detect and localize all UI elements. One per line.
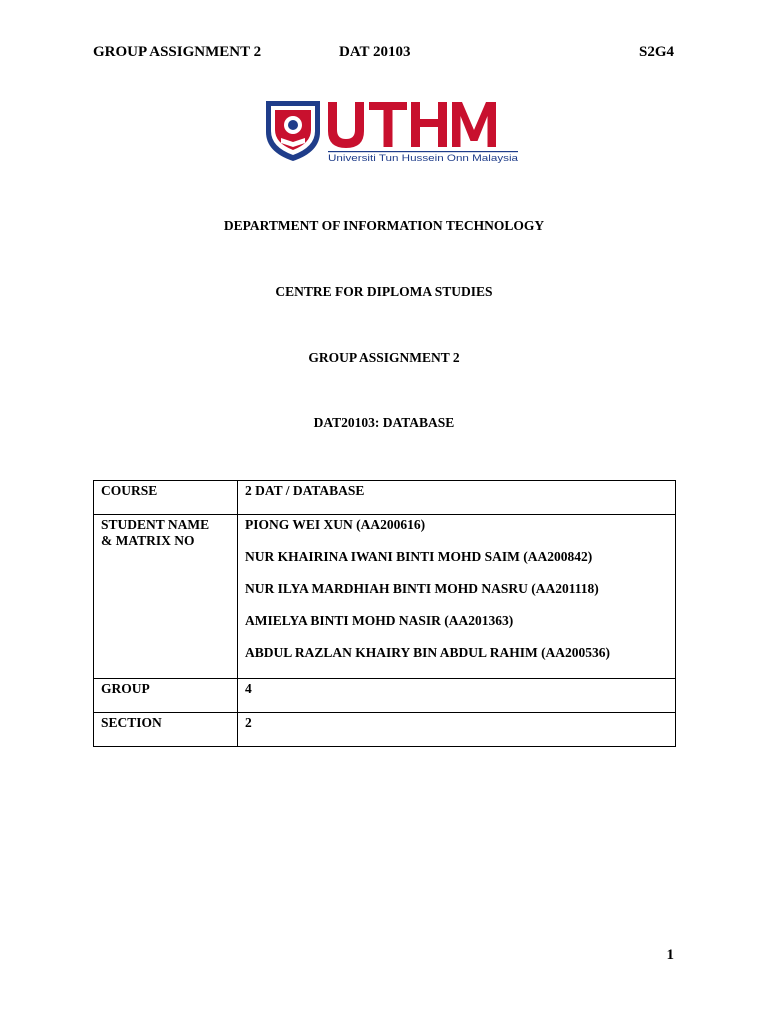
uthm-shield-icon [266,101,320,161]
student-entry: NUR ILYA MARDHIAH BINTI MOHD NASRU (AA201118) [245,581,599,596]
course-value: 2 DAT / DATABASE [238,481,676,515]
assignment-title: GROUP ASSIGNMENT 2 [308,350,460,365]
header-assignment: GROUP ASSIGNMENT 2 [93,44,262,60]
students-label [94,515,238,679]
students-list [238,515,676,679]
uthm-wordmark [328,102,496,148]
centre-title: CENTRE FOR DIPLOMA STUDIES [275,284,493,299]
section-value: 2 [238,713,676,747]
student-entry: AMIELYA BINTI MOHD NASIR (AA201363) [245,613,514,628]
table-row [94,481,676,515]
group-label: GROUP [94,679,238,713]
course-label: COURSE [94,481,238,515]
page-number: 1 [666,947,674,963]
subject-title: DAT20103: DATABASE [313,415,455,430]
department-title: DEPARTMENT OF INFORMATION TECHNOLOGY [223,218,545,233]
uthm-subtitle-text [328,153,519,163]
student-entry: ABDUL RAZLAN KHAIRY BIN ABDUL RAHIM (AA200536) [245,645,611,660]
students-label-line: STUDENT NAME [101,517,210,532]
section-label: SECTION [94,713,238,747]
header-group-code: S2G4 [638,44,674,60]
assignment-info-table [93,480,676,747]
uthm-logo [262,98,524,164]
student-entry: PIONG WEI XUN (AA200616) [245,517,426,532]
students-label-line: & MATRIX NO [101,533,195,548]
table-row [94,679,676,713]
group-value: 4 [238,679,676,713]
student-entry: NUR KHAIRINA IWANI BINTI MOHD SAIM (AA200842) [245,549,593,564]
table-row [94,515,676,679]
table-row [94,713,676,747]
svg-text:Universiti Tun Hussein Onn Mal: Universiti Tun Hussein Onn Malaysia [328,153,520,163]
header-course-code: DAT 20103 [339,44,411,60]
